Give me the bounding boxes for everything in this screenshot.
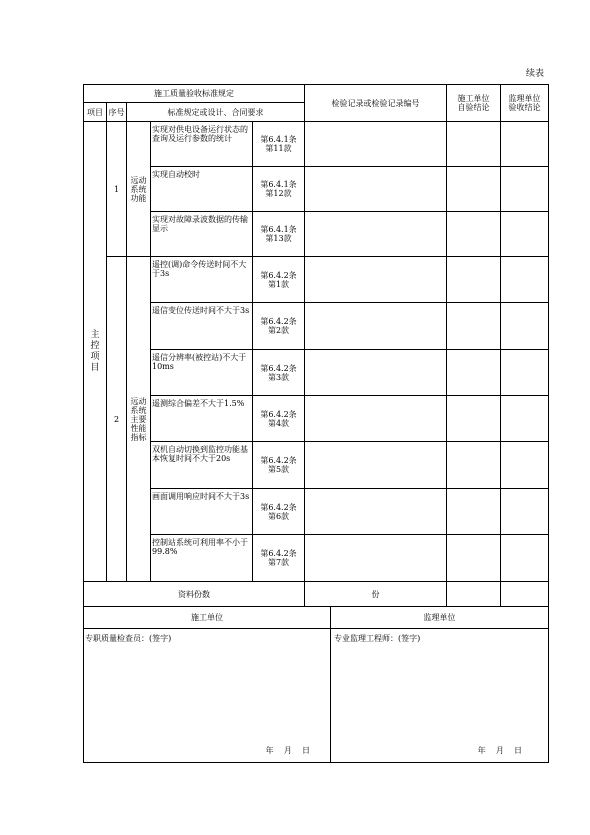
inspection-table — [83, 84, 549, 607]
clause-ref: 第6.4.2条 第1款 — [253, 257, 305, 303]
table-row — [84, 396, 549, 442]
clause-ref: 第6.4.2条 第2款 — [253, 303, 305, 350]
requirement-text: 控制站系统可利用率不小于99.8% — [151, 535, 253, 582]
clause-ref: 第6.4.2条 第5款 — [253, 442, 305, 489]
supervisor-result-cell — [501, 535, 549, 582]
main-item-label: 主 控 项 目 — [84, 122, 107, 582]
table-row — [84, 489, 549, 535]
supervisor-person: 专业监理工程师：(签字) — [334, 634, 421, 643]
contractor-person: 专职质量检查员：(签字) — [85, 634, 172, 643]
supervisor-result-cell — [501, 257, 549, 303]
contractor-result-cell — [447, 212, 501, 257]
item-header: 项目 — [84, 103, 107, 122]
table-row — [84, 303, 549, 350]
requirement-text: 实现对故障录波数据的传输显示 — [151, 212, 253, 257]
contractor-result-cell — [447, 350, 501, 396]
contractor-year: 年 — [265, 746, 274, 755]
supervisor-result-cell — [501, 350, 549, 396]
contractor-result-cell — [447, 257, 501, 303]
docs-count-label: 资料份数 — [84, 582, 305, 607]
supervisor-title: 监理单位 — [331, 607, 549, 629]
requirement-text: 实现对供电设备运行状态的查询及运行参数的统计 — [151, 122, 253, 167]
requirement-text: 画面调用响应时间不大于3s — [151, 489, 253, 535]
record-cell — [305, 535, 447, 582]
record-cell — [305, 257, 447, 303]
table-row — [84, 535, 549, 582]
contractor-sign-box — [84, 629, 331, 763]
supervisor-year: 年 — [477, 746, 486, 755]
seq-header: 序号 — [107, 103, 127, 122]
record-cell — [305, 122, 447, 167]
record-cell — [305, 167, 447, 212]
table-row — [84, 442, 549, 489]
supervisor-result-cell — [501, 396, 549, 442]
contractor-month: 月 — [283, 746, 292, 755]
contractor-result-cell — [447, 442, 501, 489]
contractor-result-cell — [447, 303, 501, 350]
contractor-day: 日 — [302, 746, 310, 755]
record-cell — [305, 350, 447, 396]
record-cell — [305, 489, 447, 535]
spec-header: 标准规定或设计、合同要求 — [127, 103, 305, 122]
docs-count-row — [84, 582, 549, 607]
clause-ref: 第6.4.1条 第13款 — [253, 212, 305, 257]
group-name: 远动 系统 功能 — [127, 122, 151, 257]
contractor-result-cell — [447, 396, 501, 442]
contractor-result-cell — [447, 122, 501, 167]
standard-group-header: 施工质量验收标准规定 — [84, 85, 305, 103]
clause-ref: 第6.4.1条 第11款 — [253, 122, 305, 167]
supervisor-month: 月 — [495, 746, 504, 755]
continued-label: 续表 — [525, 69, 544, 79]
supervisor-result-header: 监理单位 验收结论 — [501, 85, 549, 122]
table-row — [84, 350, 549, 396]
contractor-result-cell — [447, 489, 501, 535]
supervisor-result-cell — [501, 489, 549, 535]
contractor-result-cell — [447, 535, 501, 582]
supervisor-day: 日 — [514, 746, 522, 755]
clause-ref: 第6.4.2条 第4款 — [253, 396, 305, 442]
group-name: 远动 系统 主要 性能 指标 — [127, 257, 151, 582]
supervisor-result-cell — [501, 303, 549, 350]
contractor-result-header: 施工单位 自验结论 — [447, 85, 501, 122]
clause-ref: 第6.4.2条 第7款 — [253, 535, 305, 582]
supervisor-sign-box — [331, 629, 549, 763]
record-header: 检验记录或检验记录编号 — [305, 85, 447, 122]
record-cell — [305, 212, 447, 257]
table-row — [84, 167, 549, 212]
contractor-result-cell — [447, 167, 501, 212]
supervisor-result-cell — [501, 442, 549, 489]
supervisor-date — [478, 746, 522, 756]
docs-count-supervisor — [501, 582, 549, 607]
clause-ref: 第6.4.2条 第3款 — [253, 350, 305, 396]
contractor-date — [266, 746, 310, 756]
clause-ref: 第6.4.2条 第6款 — [253, 489, 305, 535]
record-cell — [305, 442, 447, 489]
requirement-text: 遥信变位传送时间不大于3s — [151, 303, 253, 350]
requirement-text: 遥控(调)命令传送时间不大于3s — [151, 257, 253, 303]
supervisor-result-cell — [501, 167, 549, 212]
requirement-text: 遥测综合偏差不大于1.5% — [151, 396, 253, 442]
record-cell — [305, 396, 447, 442]
docs-count-contractor — [447, 582, 501, 607]
requirement-text: 实现自动校时 — [151, 167, 253, 212]
requirement-text: 双机自动切换到监控功能基本恢复时间不大于20s — [151, 442, 253, 489]
clause-ref: 第6.4.1条 第12款 — [253, 167, 305, 212]
signature-section — [83, 606, 548, 763]
supervisor-result-cell — [501, 212, 549, 257]
contractor-title: 施工单位 — [84, 607, 331, 629]
table-row — [84, 212, 549, 257]
record-cell — [305, 303, 447, 350]
group-seq: 2 — [107, 257, 127, 582]
table-row — [84, 257, 549, 303]
requirement-text: 遥信分辨率(被控站)不大于10ms — [151, 350, 253, 396]
group-seq: 1 — [107, 122, 127, 257]
supervisor-result-cell — [501, 122, 549, 167]
table-row — [84, 122, 549, 167]
docs-count-unit: 份 — [305, 582, 447, 607]
